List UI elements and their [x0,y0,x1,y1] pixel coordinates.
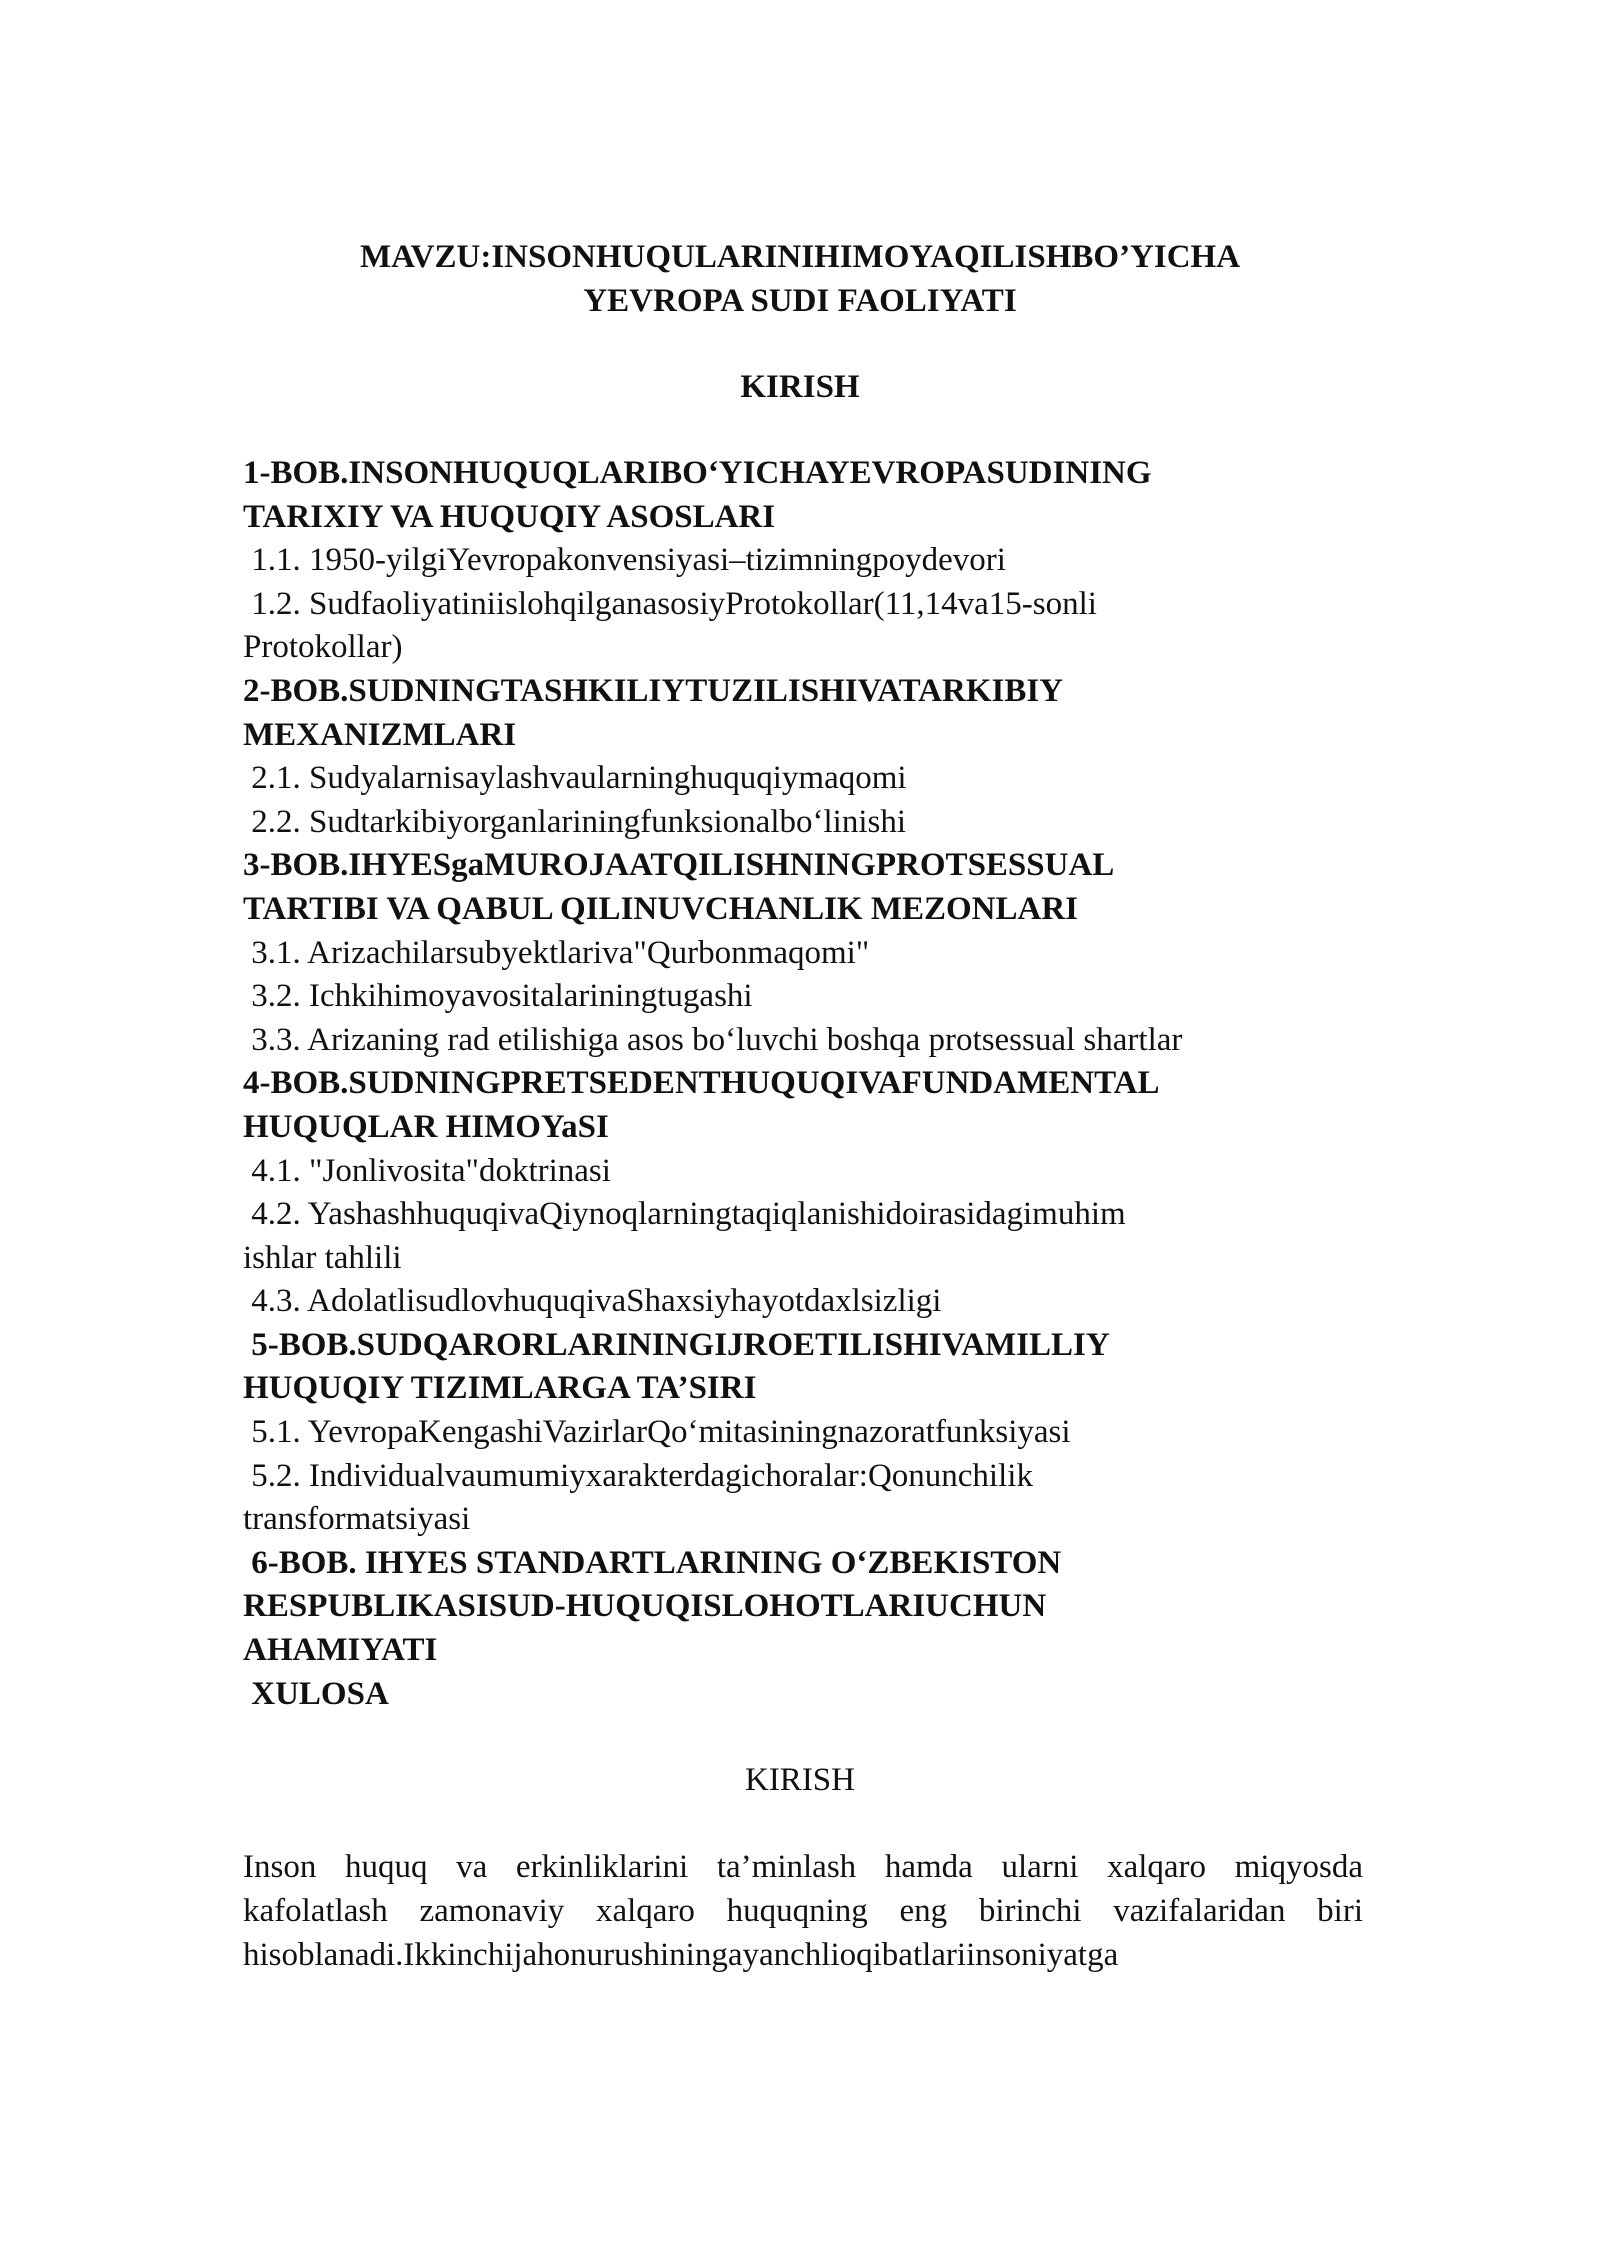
toc-chapter-line: 2-BOB.SUDNINGTASHKILIYTUZILISHIVATARKIBIY [243,672,1064,709]
toc-section-line: 2.2. Sudtarkibiyorganlariningfunksionalbo‘linishi [243,803,906,840]
toc-section-line: 3.1. Arizachilarsubyektlariva"Qurbonmaqomi" [243,934,870,971]
toc-section-line: 2.1. Sudyalarnisaylashvaularninghuquqiymaqomi [243,760,907,797]
section-heading: KIRISH [744,1762,855,1798]
toc-chapter-line: RESPUBLIKASISUD-HUQUQISLOHOTLARIUCHUN [243,1588,1047,1625]
table-of-contents [243,452,1363,1716]
toc-chapter-line: 6-BOB. IHYES STANDARTLARINING O‘ZBEKISTON [243,1544,1062,1581]
document-title-line-2: YEVROPA SUDI FAOLIYATI [583,283,1017,319]
intro-line: kafolatlash zamonaviy xalqaro huquqning eng birinchi vazifalaridan biri [243,1893,1363,1929]
toc-section-line: 4.2. YashashhuquqivaQiynoqlarningtaqiqlanishidoirasidagimuhim [243,1196,1126,1233]
toc-chapter-line: HUQUQLAR HIMOYaSI [243,1108,609,1145]
intro-line: Inson huquq va erkinliklarini ta’minlash hamda ularni xalqaro miqyosda [243,1849,1363,1885]
intro-line: hisoblanadi.Ikkinchijahonurushiningayanchlioqibatlariinsoniyatga [243,1937,1119,1973]
toc-section-line: 1.1. 1950-yilgiYevropakonvensiyasi–tizimningpoydevori [243,542,1006,579]
toc-section-line: 3.2. Ichkihimoyavositalariningtugashi [243,978,753,1015]
document-title-line-1: MAVZU:INSONHUQULARINIHIMOYAQILISHBO’YICHA [359,239,1241,275]
toc-chapter-line: 3-BOB.IHYESgaMUROJAATQILISHNINGPROTSESSUAL [243,847,1115,884]
toc-section-line: 5.2. Individualvaumumiyxarakterdagichoralar:Qonunchilik [243,1457,1033,1494]
toc-chapter-line: MEXANIZMLARI [243,716,517,753]
toc-chapter-line: 4-BOB.SUDNINGPRETSEDENTHUQUQIVAFUNDAMENTAL [243,1065,1160,1102]
toc-section-line: 3.3. Arizaning rad etilishiga asos bo‘luvchi boshqa protsessual shartlar [243,1021,1183,1058]
toc-section-line: 1.2. SudfaoliyatiniislohqilganasosiyProtokollar(11,14va15-sonli [243,585,1097,622]
toc-heading: KIRISH [740,369,860,405]
intro-paragraph [243,1845,1363,1977]
toc-section-line: 5.1. YevropaKengashiVazirlarQo‘mitasiningnazoratfunksiyasi [243,1414,1071,1451]
toc-section-line: 4.1. "Jonlivosita"doktrinasi [243,1152,611,1189]
toc-chapter-line: TARTIBI VA QABUL QILINUVCHANLIK MEZONLARI [243,890,1079,927]
toc-section-line: ishlar tahlili [243,1239,402,1276]
toc-chapter-line: XULOSA [243,1675,389,1712]
toc-section-line: transformatsiyasi [243,1501,471,1538]
toc-section-line: Protokollar) [243,629,403,666]
toc-chapter-line: 5-BOB.SUDQARORLARININGIJROETILISHIVAMILLIY [243,1326,1110,1363]
toc-section-line: 4.3. AdolatlisudlovhuquqivaShaxsiyhayotdaxlsizligi [243,1283,942,1320]
toc-chapter-line: TARIXIY VA HUQUQIY ASOSLARI [243,498,776,535]
toc-chapter-line: 1-BOB.INSONHUQUQLARIBO‘YICHAYEVROPASUDINING [243,455,1152,491]
toc-chapter-line: AHAMIYATI [243,1632,438,1669]
toc-chapter-line: HUQUQIY TIZIMLARGA TA’SIRI [243,1370,757,1407]
